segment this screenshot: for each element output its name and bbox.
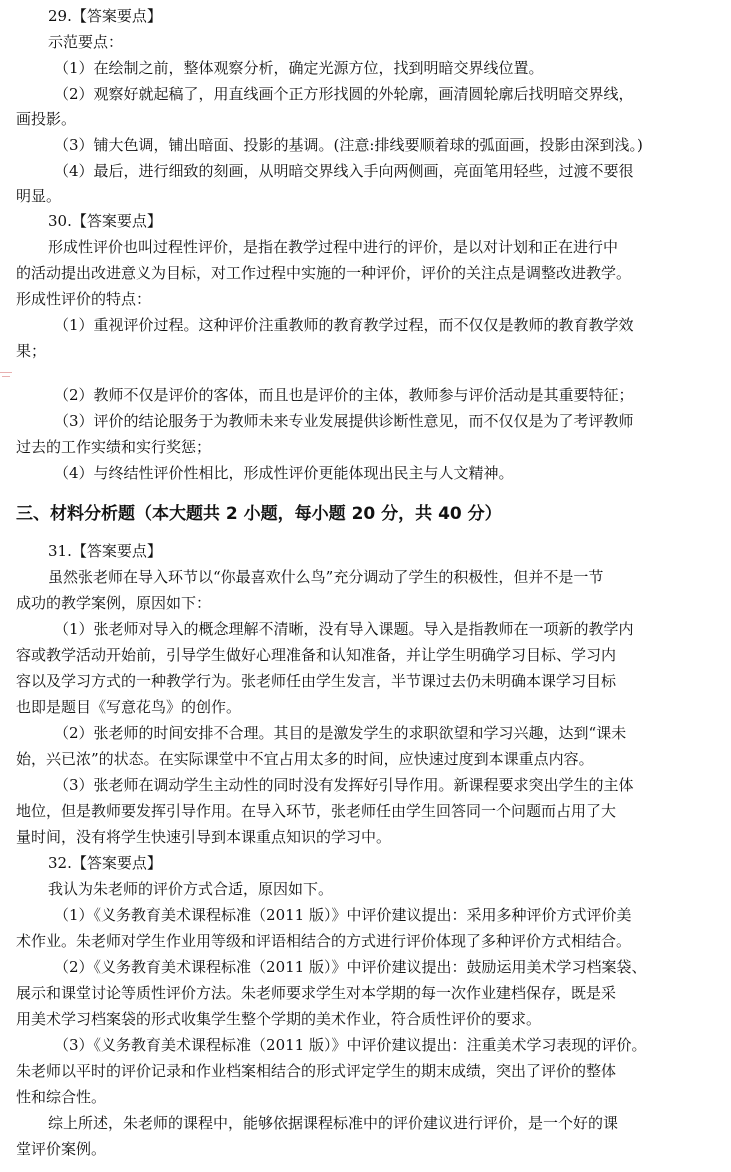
q30-feature-2: （2）教师不仅是评价的客体，而且也是评价的主体，教师参与评价活动是其重要特征； bbox=[54, 386, 634, 404]
q31-intro-line-1: 虽然张老师在导入环节以“你最喜欢什么鸟”充分调动了学生的积极性，但并不是一节 bbox=[48, 568, 604, 586]
q31-reason-1-line-3: 容以及学习方式的一种教学行为。张老师任由学生发言，半节课过去仍未明确本课学习目标 bbox=[16, 672, 617, 690]
q31-reason-3-line-3: 量时间，没有将学生快速引导到本课重点知识的学习中。 bbox=[16, 828, 392, 846]
q30-features-label: 形成性评价的特点： bbox=[16, 290, 152, 308]
q29-step-1: （1）在绘制之前，整体观察分析，确定光源方位，找到明暗交界线位置。 bbox=[54, 59, 544, 77]
q31-answer-title: 31.【答案要点】 bbox=[48, 542, 162, 560]
q29-demo-points-label: 示范要点： bbox=[48, 33, 124, 51]
q32-reason-2-line-3: 用美术学习档案袋的形式收集学生整个学期的美术作业，符合质性评价的要求。 bbox=[16, 1010, 542, 1028]
q29-step-2-line-1: （2）观察好就起稿了，用直线画个正方形找圆的外轮廓，画清圆轮廓后找明暗交界线， bbox=[54, 85, 634, 103]
q30-answer-title: 30.【答案要点】 bbox=[48, 212, 162, 230]
q30-feature-3-line-1: （3）评价的结论服务于为教师未来专业发展提供诊断性意见，而不仅仅是为了考评教师 bbox=[54, 412, 634, 430]
q30-feature-1-line-1: （1）重视评价过程。这种评价注重教师的教育教学过程，而不仅仅是教师的教育教学效 bbox=[54, 316, 634, 334]
q29-answer-title: 29.【答案要点】 bbox=[48, 7, 162, 25]
q32-reason-1-line-2: 术作业。朱老师对学生作业用等级和评语相结合的方式进行评价体现了多种评价方式相结合。 bbox=[16, 932, 632, 950]
q29-step-4-line-2: 明显。 bbox=[16, 187, 62, 205]
q31-reason-1-line-1: （1）张老师对导入的概念理解不清晰，没有导入课题。导入是指教师在一项新的教学内 bbox=[54, 620, 634, 638]
q31-intro-line-2: 成功的教学案例，原因如下： bbox=[16, 594, 212, 612]
q31-reason-1-line-4: 也即是题目《写意花鸟》的创作。 bbox=[16, 698, 242, 716]
q30-intro-line-2: 的活动提出改进意义为目标，对工作过程中实施的一种评价，评价的关注点是调整改进教学。 bbox=[16, 264, 632, 282]
q29-step-4-line-1: （4）最后，进行细致的刻画，从明暗交界线入手向两侧画，亮面笔用轻些，过渡不要很 bbox=[54, 162, 634, 180]
q32-reason-2-line-2: 展示和课堂讨论等质性评价方法。朱老师要求学生对本学期的每一次作业建档保存，既是采 bbox=[16, 984, 617, 1002]
q29-step-3: （3）铺大色调，铺出暗面、投影的基调。(注意:排线要顺着球的弧面画，投影由深到浅。) bbox=[54, 136, 643, 154]
q31-reason-2-line-2: 始，兴已浓”的状态。在实际课堂中不宜占用太多的时间，应快速过度到本课重点内容。 bbox=[16, 750, 594, 768]
q32-intro: 我认为朱老师的评价方式合适，原因如下。 bbox=[48, 880, 334, 898]
q31-reason-2-line-1: （2）张老师的时间安排不合理。其目的是激发学生的求职欲望和学习兴趣，达到“课未 bbox=[54, 724, 627, 742]
q31-reason-3-line-2: 地位，但是教师要发挥引导作用。在导入环节，张老师任由学生回答同一个问题而占用了大 bbox=[16, 802, 617, 820]
q32-reason-1-line-1: （1）《义务教育美术课程标准（2011 版）》中评价建议提出：采用多种评价方式评价美 bbox=[54, 906, 632, 924]
q32-answer-title: 32.【答案要点】 bbox=[48, 854, 162, 872]
q30-intro-line-1: 形成性评价也叫过程性评价，是指在教学过程中进行的评价，是以对计划和正在进行中 bbox=[48, 238, 619, 256]
q32-reason-3-line-1: （3）《义务教育美术课程标准（2011 版）》中评价建议提出：注重美术学习表现的评价。 bbox=[54, 1036, 647, 1054]
q31-reason-1-line-2: 容或教学活动开始前，引导学生做好心理准备和认知准备，并让学生明确学习目标、学习内 bbox=[16, 646, 617, 664]
q32-reason-3-line-2: 朱老师以平时的评价记录和作业档案相结合的形式评定学生的期末成绩，突出了评价的整体 bbox=[16, 1062, 617, 1080]
q32-conclusion-line-1: 综上所述，朱老师的课程中，能够依据课程标准中的评价建议进行评价，是一个好的课 bbox=[48, 1114, 619, 1132]
q31-reason-3-line-1: （3）张老师在调动学生主动性的同时没有发挥好引导作用。新课程要求突出学生的主体 bbox=[54, 776, 634, 794]
q32-reason-3-line-3: 性和综合性。 bbox=[16, 1088, 107, 1106]
section-3-heading: 三、材料分析题（本大题共 2 小题，每小题 20 分，共 40 分） bbox=[16, 504, 502, 524]
q30-feature-1-line-2: 果； bbox=[16, 342, 47, 360]
q30-feature-4: （4）与终结性评价性相比，形成性评价更能体现出民主与人文精神。 bbox=[54, 464, 514, 482]
q29-step-2-line-2: 画投影。 bbox=[16, 110, 77, 128]
q32-conclusion-line-2: 堂评价案例。 bbox=[16, 1140, 107, 1158]
q32-reason-2-line-1: （2）《义务教育美术课程标准（2011 版）》中评价建议提出：鼓励运用美术学习档案袋、 bbox=[54, 958, 647, 976]
scan-artifact-mark bbox=[0, 372, 14, 378]
q30-feature-3-line-2: 过去的工作实绩和实行奖惩； bbox=[16, 438, 212, 456]
